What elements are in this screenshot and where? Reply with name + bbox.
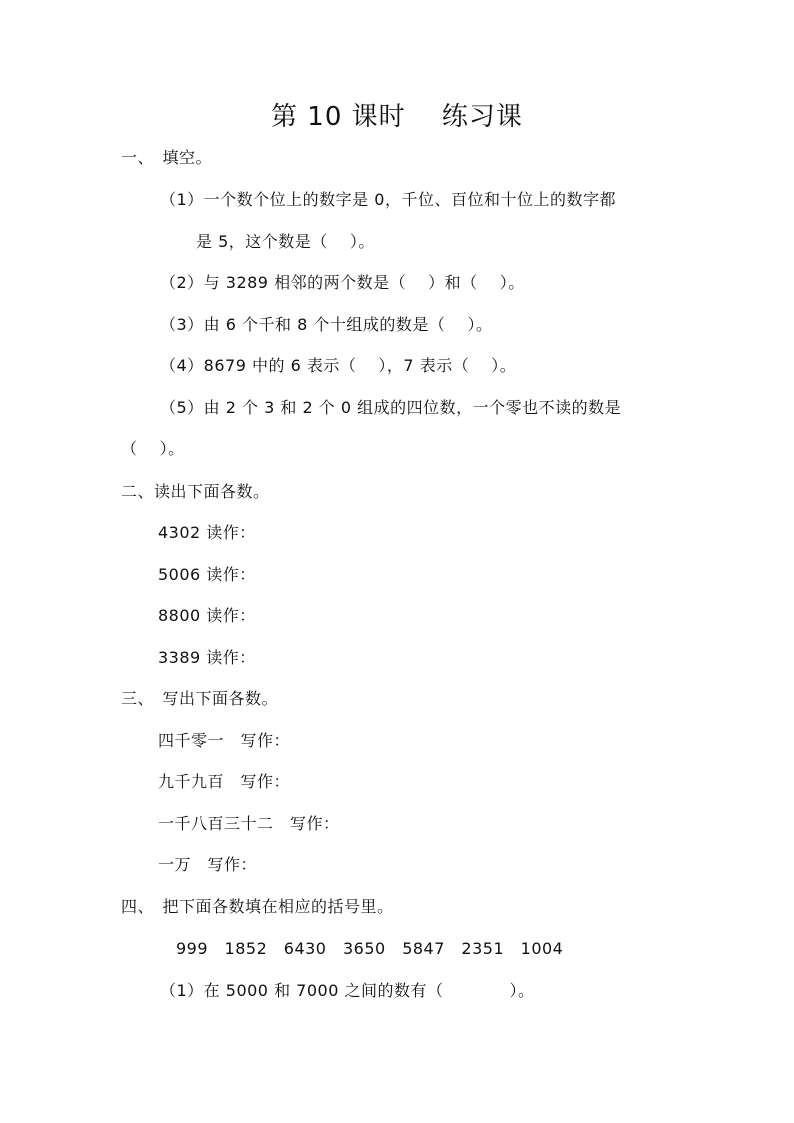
- section-1-heading: 一、 填空。: [121, 148, 213, 167]
- question-5-line-1: （5）由 2 个 3 和 2 个 0 组成的四位数，一个零也不读的数是: [160, 398, 622, 417]
- section-4-heading: 四、 把下面各数填在相应的括号里。: [121, 897, 394, 916]
- write-item: 一千八百三十二 写作：: [158, 814, 340, 833]
- section-2-heading: 二、读出下面各数。: [121, 482, 270, 501]
- question-5-line-2: （ ）。: [121, 439, 185, 458]
- question-1-line-1: （1）一个数个位上的数字是 0，千位、百位和十位上的数字都: [160, 190, 616, 209]
- read-item: 3389 读作：: [158, 648, 256, 667]
- question-4: （4）8679 中的 6 表示（ ），7 表示（ ）。: [160, 356, 517, 375]
- question-1-line-2: 是 5，这个数是（ ）。: [196, 232, 375, 251]
- question-2: （2）与 3289 相邻的两个数是（ ）和（ ）。: [160, 273, 525, 292]
- read-item: 4302 读作：: [158, 523, 256, 542]
- read-item: 5006 读作：: [158, 565, 256, 584]
- page-title: 第 10 课时 练习课: [271, 102, 523, 132]
- write-item: 一万 写作：: [158, 855, 258, 874]
- read-item: 8800 读作：: [158, 606, 256, 625]
- write-item: 九千九百 写作：: [158, 772, 291, 791]
- section-3-heading: 三、 写出下面各数。: [121, 689, 279, 708]
- question-3: （3）由 6 个千和 8 个十组成的数是（ ）。: [160, 315, 493, 334]
- number-list: 999 1852 6430 3650 5847 2351 1004: [176, 939, 564, 958]
- section-4-question-1: （1）在 5000 和 7000 之间的数有（ ）。: [160, 981, 535, 1000]
- write-item: 四千零一 写作：: [158, 731, 291, 750]
